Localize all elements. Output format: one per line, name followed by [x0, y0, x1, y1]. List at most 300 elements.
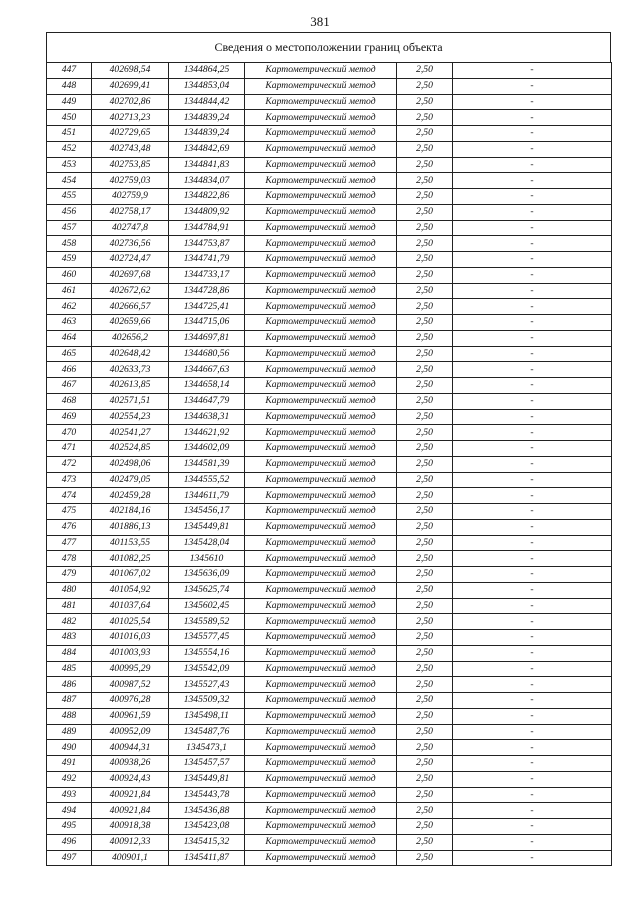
method-cell: Картометрический метод	[245, 236, 397, 252]
y-coordinate-cell: 1345509,32	[169, 693, 245, 709]
description-cell: -	[453, 661, 612, 677]
description-cell: -	[453, 267, 612, 283]
description-cell: -	[453, 220, 612, 236]
method-cell: Картометрический метод	[245, 677, 397, 693]
y-coordinate-cell: 1344647,79	[169, 393, 245, 409]
x-coordinate-cell: 401037,64	[92, 598, 169, 614]
x-coordinate-cell: 400901,1	[92, 850, 169, 866]
y-coordinate-cell: 1344834,07	[169, 173, 245, 189]
point-number-cell: 447	[47, 63, 92, 79]
y-coordinate-cell: 1345443,78	[169, 787, 245, 803]
point-number-cell: 459	[47, 252, 92, 268]
description-cell: -	[453, 582, 612, 598]
x-coordinate-cell: 402698,54	[92, 63, 169, 79]
description-cell: -	[453, 173, 612, 189]
table-row	[47, 630, 612, 646]
table-row	[47, 315, 612, 331]
point-number-cell: 456	[47, 204, 92, 220]
description-cell: -	[453, 567, 612, 583]
point-number-cell: 475	[47, 504, 92, 520]
method-cell: Картометрический метод	[245, 189, 397, 205]
x-coordinate-cell: 402758,17	[92, 204, 169, 220]
coordinates-table	[46, 62, 612, 866]
table-row	[47, 724, 612, 740]
method-cell: Картометрический метод	[245, 630, 397, 646]
point-number-cell: 484	[47, 645, 92, 661]
x-coordinate-cell: 401886,13	[92, 519, 169, 535]
table-row	[47, 252, 612, 268]
description-cell: -	[453, 693, 612, 709]
x-coordinate-cell: 402759,9	[92, 189, 169, 205]
description-cell: -	[453, 771, 612, 787]
y-coordinate-cell: 1344621,92	[169, 425, 245, 441]
y-coordinate-cell: 1345456,17	[169, 504, 245, 520]
table-row	[47, 850, 612, 866]
x-coordinate-cell: 402524,85	[92, 441, 169, 457]
table-row	[47, 740, 612, 756]
point-number-cell: 450	[47, 110, 92, 126]
table-row	[47, 708, 612, 724]
method-cell: Картометрический метод	[245, 425, 397, 441]
table-row	[47, 504, 612, 520]
y-coordinate-cell: 1344809,92	[169, 204, 245, 220]
table-row	[47, 94, 612, 110]
table-row	[47, 267, 612, 283]
description-cell: -	[453, 126, 612, 142]
point-number-cell: 469	[47, 409, 92, 425]
description-cell: -	[453, 409, 612, 425]
point-number-cell: 476	[47, 519, 92, 535]
description-cell: -	[453, 708, 612, 724]
point-number-cell: 465	[47, 346, 92, 362]
accuracy-cell: 2,50	[397, 472, 453, 488]
accuracy-cell: 2,50	[397, 94, 453, 110]
x-coordinate-cell: 402666,57	[92, 299, 169, 315]
table-row	[47, 141, 612, 157]
accuracy-cell: 2,50	[397, 661, 453, 677]
description-cell: -	[453, 330, 612, 346]
accuracy-cell: 2,50	[397, 409, 453, 425]
accuracy-cell: 2,50	[397, 834, 453, 850]
x-coordinate-cell: 401054,92	[92, 582, 169, 598]
x-coordinate-cell: 401153,55	[92, 535, 169, 551]
accuracy-cell: 2,50	[397, 141, 453, 157]
description-cell: -	[453, 819, 612, 835]
table-row	[47, 519, 612, 535]
method-cell: Картометрический метод	[245, 409, 397, 425]
table-row	[47, 677, 612, 693]
point-number-cell: 482	[47, 614, 92, 630]
x-coordinate-cell: 401067,02	[92, 567, 169, 583]
method-cell: Картометрический метод	[245, 346, 397, 362]
method-cell: Картометрический метод	[245, 393, 397, 409]
method-cell: Картометрический метод	[245, 126, 397, 142]
table-row	[47, 173, 612, 189]
accuracy-cell: 2,50	[397, 771, 453, 787]
description-cell: -	[453, 724, 612, 740]
table-row	[47, 645, 612, 661]
table-row	[47, 472, 612, 488]
y-coordinate-cell: 1345610	[169, 551, 245, 567]
method-cell: Картометрический метод	[245, 362, 397, 378]
method-cell: Картометрический метод	[245, 252, 397, 268]
x-coordinate-cell: 402571,51	[92, 393, 169, 409]
point-number-cell: 491	[47, 756, 92, 772]
accuracy-cell: 2,50	[397, 378, 453, 394]
point-number-cell: 460	[47, 267, 92, 283]
y-coordinate-cell: 1345473,1	[169, 740, 245, 756]
description-cell: -	[453, 189, 612, 205]
y-coordinate-cell: 1345487,76	[169, 724, 245, 740]
description-cell: -	[453, 488, 612, 504]
description-cell: -	[453, 157, 612, 173]
method-cell: Картометрический метод	[245, 299, 397, 315]
accuracy-cell: 2,50	[397, 535, 453, 551]
y-coordinate-cell: 1345542,09	[169, 661, 245, 677]
table-row	[47, 110, 612, 126]
y-coordinate-cell: 1345527,43	[169, 677, 245, 693]
accuracy-cell: 2,50	[397, 740, 453, 756]
description-cell: -	[453, 315, 612, 331]
accuracy-cell: 2,50	[397, 204, 453, 220]
method-cell: Картометрический метод	[245, 834, 397, 850]
y-coordinate-cell: 1345411,87	[169, 850, 245, 866]
accuracy-cell: 2,50	[397, 110, 453, 126]
point-number-cell: 485	[47, 661, 92, 677]
x-coordinate-cell: 400938,26	[92, 756, 169, 772]
x-coordinate-cell: 400921,84	[92, 787, 169, 803]
method-cell: Картометрический метод	[245, 472, 397, 488]
point-number-cell: 470	[47, 425, 92, 441]
accuracy-cell: 2,50	[397, 693, 453, 709]
table-row	[47, 220, 612, 236]
x-coordinate-cell: 402498,06	[92, 456, 169, 472]
method-cell: Картометрический метод	[245, 315, 397, 331]
description-cell: -	[453, 283, 612, 299]
point-number-cell: 487	[47, 693, 92, 709]
table-row	[47, 456, 612, 472]
y-coordinate-cell: 1344680,56	[169, 346, 245, 362]
description-cell: -	[453, 141, 612, 157]
description-cell: -	[453, 740, 612, 756]
x-coordinate-cell: 402747,8	[92, 220, 169, 236]
point-number-cell: 467	[47, 378, 92, 394]
point-number-cell: 492	[47, 771, 92, 787]
point-number-cell: 494	[47, 803, 92, 819]
y-coordinate-cell: 1345449,81	[169, 519, 245, 535]
description-cell: -	[453, 472, 612, 488]
accuracy-cell: 2,50	[397, 315, 453, 331]
x-coordinate-cell: 402713,23	[92, 110, 169, 126]
description-cell: -	[453, 425, 612, 441]
point-number-cell: 452	[47, 141, 92, 157]
point-number-cell: 472	[47, 456, 92, 472]
point-number-cell: 457	[47, 220, 92, 236]
description-cell: -	[453, 393, 612, 409]
y-coordinate-cell: 1344839,24	[169, 110, 245, 126]
accuracy-cell: 2,50	[397, 126, 453, 142]
accuracy-cell: 2,50	[397, 645, 453, 661]
method-cell: Картометрический метод	[245, 110, 397, 126]
x-coordinate-cell: 402759,03	[92, 173, 169, 189]
x-coordinate-cell: 402554,23	[92, 409, 169, 425]
description-cell: -	[453, 630, 612, 646]
page-number: 381	[310, 14, 330, 29]
y-coordinate-cell: 1345457,57	[169, 756, 245, 772]
table-row	[47, 362, 612, 378]
x-coordinate-cell: 402541,27	[92, 425, 169, 441]
accuracy-cell: 2,50	[397, 173, 453, 189]
x-coordinate-cell: 401025,54	[92, 614, 169, 630]
table-row	[47, 598, 612, 614]
x-coordinate-cell: 400921,84	[92, 803, 169, 819]
description-cell: -	[453, 598, 612, 614]
method-cell: Картометрический метод	[245, 756, 397, 772]
y-coordinate-cell: 1345589,52	[169, 614, 245, 630]
table-row	[47, 693, 612, 709]
table-row	[47, 393, 612, 409]
method-cell: Картометрический метод	[245, 661, 397, 677]
description-cell: -	[453, 551, 612, 567]
table-row	[47, 378, 612, 394]
accuracy-cell: 2,50	[397, 220, 453, 236]
accuracy-cell: 2,50	[397, 724, 453, 740]
accuracy-cell: 2,50	[397, 519, 453, 535]
y-coordinate-cell: 1344753,87	[169, 236, 245, 252]
point-number-cell: 480	[47, 582, 92, 598]
accuracy-cell: 2,50	[397, 850, 453, 866]
accuracy-cell: 2,50	[397, 157, 453, 173]
accuracy-cell: 2,50	[397, 803, 453, 819]
method-cell: Картометрический метод	[245, 645, 397, 661]
table-row	[47, 787, 612, 803]
description-cell: -	[453, 787, 612, 803]
y-coordinate-cell: 1344741,79	[169, 252, 245, 268]
method-cell: Картометрический метод	[245, 582, 397, 598]
point-number-cell: 466	[47, 362, 92, 378]
table-row	[47, 425, 612, 441]
y-coordinate-cell: 1344733,17	[169, 267, 245, 283]
point-number-cell: 464	[47, 330, 92, 346]
point-number-cell: 493	[47, 787, 92, 803]
point-number-cell: 486	[47, 677, 92, 693]
method-cell: Картометрический метод	[245, 330, 397, 346]
x-coordinate-cell: 402743,48	[92, 141, 169, 157]
x-coordinate-cell: 400944,31	[92, 740, 169, 756]
point-number-cell: 483	[47, 630, 92, 646]
point-number-cell: 478	[47, 551, 92, 567]
accuracy-cell: 2,50	[397, 677, 453, 693]
description-cell: -	[453, 834, 612, 850]
y-coordinate-cell: 1345636,09	[169, 567, 245, 583]
method-cell: Картометрический метод	[245, 803, 397, 819]
table-row	[47, 535, 612, 551]
description-cell: -	[453, 535, 612, 551]
x-coordinate-cell: 401082,25	[92, 551, 169, 567]
accuracy-cell: 2,50	[397, 330, 453, 346]
point-number-cell: 496	[47, 834, 92, 850]
accuracy-cell: 2,50	[397, 614, 453, 630]
accuracy-cell: 2,50	[397, 708, 453, 724]
table-row	[47, 204, 612, 220]
y-coordinate-cell: 1344728,86	[169, 283, 245, 299]
y-coordinate-cell: 1344602,09	[169, 441, 245, 457]
x-coordinate-cell: 402184,16	[92, 504, 169, 520]
point-number-cell: 488	[47, 708, 92, 724]
table-row	[47, 582, 612, 598]
x-coordinate-cell: 400924,43	[92, 771, 169, 787]
method-cell: Картометрический метод	[245, 771, 397, 787]
table-row	[47, 409, 612, 425]
description-cell: -	[453, 94, 612, 110]
x-coordinate-cell: 402753,85	[92, 157, 169, 173]
y-coordinate-cell: 1344844,42	[169, 94, 245, 110]
point-number-cell: 477	[47, 535, 92, 551]
method-cell: Картометрический метод	[245, 708, 397, 724]
x-coordinate-cell: 400918,38	[92, 819, 169, 835]
method-cell: Картометрический метод	[245, 787, 397, 803]
method-cell: Картометрический метод	[245, 740, 397, 756]
table-row	[47, 126, 612, 142]
method-cell: Картометрический метод	[245, 456, 397, 472]
description-cell: -	[453, 110, 612, 126]
method-cell: Картометрический метод	[245, 157, 397, 173]
table-row	[47, 299, 612, 315]
accuracy-cell: 2,50	[397, 488, 453, 504]
table-row	[47, 330, 612, 346]
y-coordinate-cell: 1344697,81	[169, 330, 245, 346]
description-cell: -	[453, 252, 612, 268]
point-number-cell: 473	[47, 472, 92, 488]
x-coordinate-cell: 400995,29	[92, 661, 169, 677]
point-number-cell: 461	[47, 283, 92, 299]
description-cell: -	[453, 378, 612, 394]
accuracy-cell: 2,50	[397, 346, 453, 362]
table-title: Сведения о местоположении границ объекта	[46, 32, 611, 62]
description-cell: -	[453, 756, 612, 772]
y-coordinate-cell: 1344638,31	[169, 409, 245, 425]
method-cell: Картометрический метод	[245, 850, 397, 866]
point-number-cell: 451	[47, 126, 92, 142]
point-number-cell: 455	[47, 189, 92, 205]
y-coordinate-cell: 1344725,41	[169, 299, 245, 315]
y-coordinate-cell: 1344581,39	[169, 456, 245, 472]
y-coordinate-cell: 1344667,63	[169, 362, 245, 378]
method-cell: Картометрический метод	[245, 551, 397, 567]
x-coordinate-cell: 401003,93	[92, 645, 169, 661]
method-cell: Картометрический метод	[245, 535, 397, 551]
x-coordinate-cell: 401016,03	[92, 630, 169, 646]
method-cell: Картометрический метод	[245, 614, 397, 630]
accuracy-cell: 2,50	[397, 267, 453, 283]
table-row	[47, 771, 612, 787]
method-cell: Картометрический метод	[245, 567, 397, 583]
y-coordinate-cell: 1344839,24	[169, 126, 245, 142]
method-cell: Картометрический метод	[245, 693, 397, 709]
accuracy-cell: 2,50	[397, 504, 453, 520]
x-coordinate-cell: 402724,47	[92, 252, 169, 268]
table-row	[47, 189, 612, 205]
table-row	[47, 283, 612, 299]
accuracy-cell: 2,50	[397, 819, 453, 835]
accuracy-cell: 2,50	[397, 299, 453, 315]
method-cell: Картометрический метод	[245, 724, 397, 740]
method-cell: Картометрический метод	[245, 441, 397, 457]
method-cell: Картометрический метод	[245, 78, 397, 94]
table-row	[47, 756, 612, 772]
x-coordinate-cell: 402459,28	[92, 488, 169, 504]
table-row	[47, 834, 612, 850]
table-row	[47, 157, 612, 173]
description-cell: -	[453, 645, 612, 661]
accuracy-cell: 2,50	[397, 756, 453, 772]
accuracy-cell: 2,50	[397, 787, 453, 803]
description-cell: -	[453, 78, 612, 94]
x-coordinate-cell: 402656,2	[92, 330, 169, 346]
method-cell: Картометрический метод	[245, 819, 397, 835]
table-row	[47, 63, 612, 79]
method-cell: Картометрический метод	[245, 141, 397, 157]
point-number-cell: 497	[47, 850, 92, 866]
table-row	[47, 236, 612, 252]
x-coordinate-cell: 400952,09	[92, 724, 169, 740]
x-coordinate-cell: 402648,42	[92, 346, 169, 362]
point-number-cell: 481	[47, 598, 92, 614]
point-number-cell: 458	[47, 236, 92, 252]
description-cell: -	[453, 204, 612, 220]
accuracy-cell: 2,50	[397, 362, 453, 378]
method-cell: Картометрический метод	[245, 488, 397, 504]
point-number-cell: 454	[47, 173, 92, 189]
accuracy-cell: 2,50	[397, 236, 453, 252]
coordinates-table-container	[46, 32, 611, 866]
point-number-cell: 449	[47, 94, 92, 110]
x-coordinate-cell: 402672,62	[92, 283, 169, 299]
accuracy-cell: 2,50	[397, 283, 453, 299]
x-coordinate-cell: 402729,65	[92, 126, 169, 142]
y-coordinate-cell: 1345498,11	[169, 708, 245, 724]
method-cell: Картометрический метод	[245, 63, 397, 79]
y-coordinate-cell: 1344555,52	[169, 472, 245, 488]
description-cell: -	[453, 362, 612, 378]
accuracy-cell: 2,50	[397, 252, 453, 268]
x-coordinate-cell: 400987,52	[92, 677, 169, 693]
method-cell: Картометрический метод	[245, 519, 397, 535]
table-row	[47, 488, 612, 504]
method-cell: Картометрический метод	[245, 173, 397, 189]
y-coordinate-cell: 1345423,08	[169, 819, 245, 835]
table-row	[47, 614, 612, 630]
y-coordinate-cell: 1344715,06	[169, 315, 245, 331]
x-coordinate-cell: 402479,05	[92, 472, 169, 488]
description-cell: -	[453, 441, 612, 457]
table-row	[47, 78, 612, 94]
y-coordinate-cell: 1344864,25	[169, 63, 245, 79]
method-cell: Картометрический метод	[245, 220, 397, 236]
accuracy-cell: 2,50	[397, 567, 453, 583]
point-number-cell: 462	[47, 299, 92, 315]
accuracy-cell: 2,50	[397, 441, 453, 457]
table-row	[47, 551, 612, 567]
description-cell: -	[453, 456, 612, 472]
description-cell: -	[453, 850, 612, 866]
y-coordinate-cell: 1345428,04	[169, 535, 245, 551]
description-cell: -	[453, 236, 612, 252]
description-cell: -	[453, 504, 612, 520]
description-cell: -	[453, 614, 612, 630]
accuracy-cell: 2,50	[397, 63, 453, 79]
point-number-cell: 468	[47, 393, 92, 409]
